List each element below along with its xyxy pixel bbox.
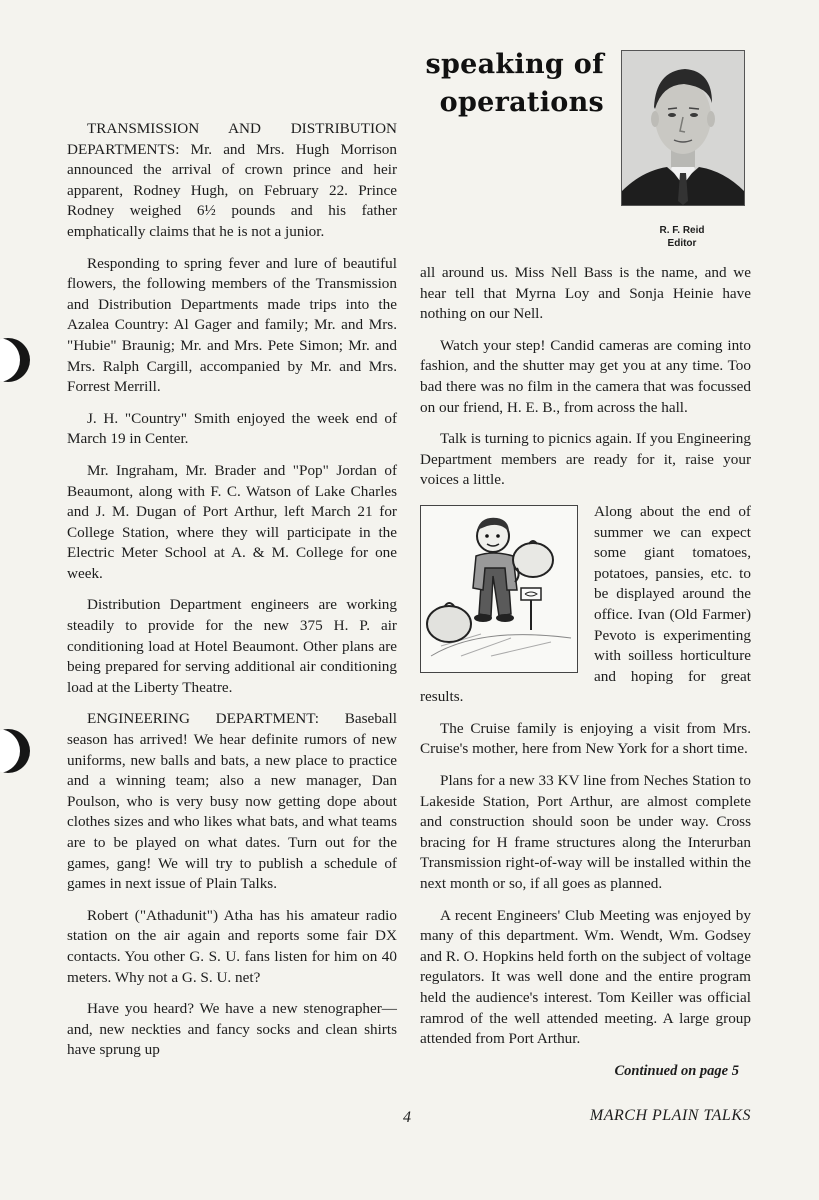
title-line-2: operations [439,87,604,118]
paragraph: Robert ("Athadunit") Atha has his amateur radio station on the air again and reports some fair DX contacts. You other G. S. U. fans listen for him on 40 meters. Why not a G. S. U. net? [67,906,397,986]
paragraph: TRANSMISSION AND DISTRIBUTION DEPARTMENTS: Mr. and Mrs. Hugh Morrison announced the arrival of crown prince and heir apparent, Rodney Hugh, on February 22. Prince Rodney weighed 6½ pounds and his father emphatically claims that he is not a junior. [67,120,397,240]
paragraph: Have you heard? We have a new stenographer—and, new neckties and fancy socks and clean shirts have sprung up [67,1000,397,1059]
paragraph: A recent Engineers' Club Meeting was enjoyed by many of this department. Wm. Wendt, Wm. Godsey and R. O. Hopkins held forth on the subject of voltage regulators. It was well done and the entire program held the audience's interest. Tom Keiller was official ramrod of the well attended meeting. A large group attended from Port Arthur. [420,906,751,1048]
gardener-cartoon-image [421,506,577,672]
title-line-1: speaking of [425,49,604,80]
binder-hole-top [0,338,30,382]
paragraph: The Cruise family is enjoying a visit from Mrs. Cruise's mother, here from New York for a short time. [420,719,751,758]
paragraph: Watch your step! Candid cameras are coming into fashion, and the shutter may get you at any time. Too bad there was no film in the camera that was focussed on our friend, H. E. B., from across the hall. [420,336,751,416]
paragraph: J. H. "Country" Smith enjoyed the week end of March 19 in Center. [67,409,397,448]
binder-hole-bottom [0,729,30,773]
paragraph: ENGINEERING DEPARTMENT: Baseball season has arrived! We hear definite rumors of new uniforms, new balls and bats, a new place to practice and a winning team; also a new manager, Dan Poulson, who is very busy now getting dope about clothes sizes and who likes what bats, and what teams are to be played on what dates. Turn out for the games, gang! We will try to publish a schedule of games in next issue of Plain Talks. [67,710,397,893]
illustrated-section [420,502,751,719]
portrait-caption [626,224,738,250]
column-title [408,46,604,122]
paragraph: Responding to spring fever and lure of beautiful flowers, the following members of the Transmission and Distribution Departments made trips into the Azalea Country: Al Gager and family; Mr. and Mrs. "Hubie" Braunig; Mr. and Mrs. Pete Simon; Mr. and Mrs. Ralph Cargill, accompanied by Mr. and Mrs. Forrest Merrill. [67,254,397,396]
publication-footer: MARCH PLAIN TALKS [589,1107,751,1124]
continued-notice: Continued on page 5 [614,1062,739,1079]
editor-portrait [621,50,745,206]
paragraph: Distribution Department engineers are working steadily to provide for the new 375 H. P. air conditioning load at Hotel Beaumont. Other plans are being prepared for serving additional air conditioning load at the Liberty Theatre. [67,596,397,696]
paragraph: Plans for a new 33 KV line from Neches Station to Lakeside Station, Port Arthur, are almost complete and construction should soon be under way. Cross bracing for H frame structures along the Interurban Transmission right-of-way will be installed within the next month or so, if all goes as planned. [420,772,751,893]
gardener-cartoon [420,505,578,673]
paragraph: Talk is turning to picnics again. If you Engineering Department members are ready for it, raise your voices a little. [420,430,751,489]
paragraph: Along about the end of summer we can expect some giant tomatoes, potatoes, pansies, etc. to be displayed around the office. Ivan (Old Farmer) Pevoto is experimenting with soilless horticulture and hoping for great results. [420,502,751,706]
paragraph: all around us. Miss Nell Bass is the name, and we hear tell that Myrna Loy and Sonja Heinie have nothing on our Nell. [420,264,751,323]
caption-role: Editor [667,238,697,249]
right-column [420,263,751,1081]
caption-name: R. F. Reid [659,225,705,236]
editor-portrait-image [622,51,744,205]
page-number: 4 [403,1109,411,1126]
paragraph: Mr. Ingraham, Mr. Brader and "Pop" Jordan of Beaumont, along with F. C. Watson of Lake Charles and J. M. Dugan of Port Arthur, left March 21 for College Station, where they will participate in the Electric Meter School at A. & M. College for one week. [67,461,397,582]
left-column [67,119,397,1072]
